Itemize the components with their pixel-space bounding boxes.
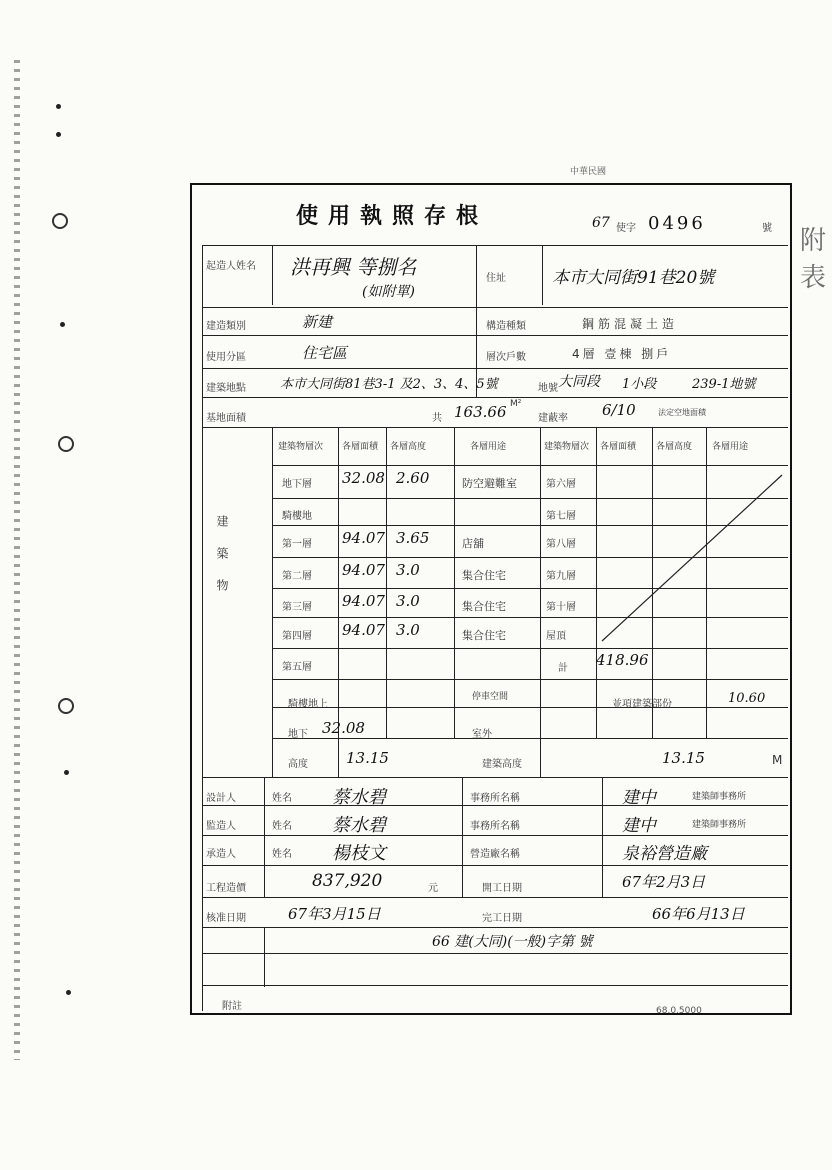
start-label: 開工日期 bbox=[482, 883, 522, 894]
floor-name: 騎樓地 bbox=[282, 511, 312, 522]
floor-use: 集合住宅 bbox=[462, 569, 506, 582]
floor-name: 第一層 bbox=[282, 539, 312, 550]
person-role: 設計人 bbox=[206, 793, 236, 804]
floor-height: 3.0 bbox=[396, 621, 420, 639]
structure: 鋼筋混凝土造 bbox=[582, 317, 679, 331]
binding-dot bbox=[56, 104, 61, 109]
building-height: 13.15 bbox=[662, 749, 705, 767]
binding-hole bbox=[58, 698, 74, 714]
binding-dot bbox=[56, 132, 61, 137]
void-stroke bbox=[592, 465, 788, 645]
floor-name-right: 第六層 bbox=[546, 479, 576, 490]
underground-area: 32.08 bbox=[322, 719, 365, 737]
top-stamp: 中華民國 bbox=[570, 167, 607, 177]
area-header: 各層面積 bbox=[342, 442, 379, 452]
scan-edge bbox=[14, 60, 20, 1060]
floor-name-right: 屋頂 bbox=[546, 631, 566, 642]
floor-name-right: 第九層 bbox=[546, 571, 576, 582]
floor-use: 店舖 bbox=[462, 537, 484, 550]
address-label: 住址 bbox=[486, 273, 506, 284]
person-name-label: 姓名 bbox=[272, 793, 292, 804]
height-value: 13.15 bbox=[346, 749, 389, 767]
binding-dot bbox=[60, 322, 65, 327]
floor-header: 建築物層次 bbox=[278, 442, 324, 452]
floor-area: 94.07 bbox=[342, 592, 385, 610]
area-header-right: 各層面積 bbox=[600, 442, 637, 452]
person-role: 承造人 bbox=[206, 849, 236, 860]
area-label: 基地面積 bbox=[206, 413, 246, 424]
floor-name: 第二層 bbox=[282, 571, 312, 582]
total-label: 計 bbox=[558, 663, 568, 674]
floor-use: 集合住宅 bbox=[462, 600, 506, 613]
binding-hole bbox=[58, 436, 74, 452]
floor-use: 防空避難室 bbox=[462, 477, 517, 490]
site-label: 建築地點 bbox=[206, 383, 246, 394]
permit-form bbox=[190, 183, 792, 1015]
applicant-address: 本市大同街91巷20號 bbox=[552, 268, 715, 288]
floor-height: 3.0 bbox=[396, 592, 420, 610]
height-unit: M bbox=[772, 753, 783, 767]
height-label: 高度 bbox=[288, 759, 308, 770]
margin-text: 附 表 bbox=[800, 226, 827, 293]
legal-open-area-label: 法定空地面積 bbox=[658, 408, 706, 417]
person-name: 蔡水碧 bbox=[332, 815, 386, 836]
total-area: 418.96 bbox=[596, 651, 649, 669]
permit-suffix: 號 bbox=[762, 223, 772, 234]
floor-area: 94.07 bbox=[342, 621, 385, 639]
outdoor-label: 室外 bbox=[472, 729, 492, 740]
complete-label: 完工日期 bbox=[482, 913, 522, 924]
use-header-right: 各層用途 bbox=[712, 442, 749, 452]
office-name: 建中 bbox=[622, 788, 656, 808]
person-role: 監造人 bbox=[206, 821, 236, 832]
outside-area: 10.60 bbox=[728, 691, 766, 706]
license-line: 66 建(大同)(一般)字第 號 bbox=[432, 934, 593, 950]
person-name: 蔡水碧 bbox=[332, 787, 386, 808]
structure-label: 構造種類 bbox=[486, 321, 526, 332]
permit-number: 0496 bbox=[648, 213, 706, 234]
office-label: 營造廠名稱 bbox=[470, 849, 520, 860]
parking-label: 停車空間 bbox=[472, 692, 509, 702]
height-header: 各層高度 bbox=[390, 442, 427, 452]
building-type: 新建 bbox=[302, 313, 333, 331]
site-area: 163.66 bbox=[454, 403, 507, 421]
cost: 837,920 bbox=[312, 871, 383, 891]
floor-name-right: 第十層 bbox=[546, 602, 576, 613]
permit-year: 67 bbox=[592, 215, 610, 231]
floor-height: 3.65 bbox=[396, 529, 430, 547]
cost-unit: 元 bbox=[428, 883, 438, 894]
form-title: 使用執照存根 bbox=[296, 203, 489, 229]
floor-header-right: 建築物層次 bbox=[544, 442, 590, 452]
coverage: 6/10 bbox=[602, 401, 636, 419]
use-zone: 住宅區 bbox=[302, 344, 348, 362]
applicant-name: 洪再興 等捌名 bbox=[290, 255, 417, 279]
floor-name: 第四層 bbox=[282, 631, 312, 642]
floor-name-right: 第八層 bbox=[546, 539, 576, 550]
floor-height: 2.60 bbox=[396, 469, 430, 487]
person-name: 楊枝文 bbox=[332, 843, 386, 864]
floor-area: 94.07 bbox=[342, 561, 385, 579]
exempt-label: 騎樓地上 bbox=[288, 699, 328, 710]
applicant-note: (如附單) bbox=[362, 284, 415, 300]
permit-date-label: 核准日期 bbox=[206, 913, 246, 924]
area-unit-label: 共 bbox=[432, 413, 442, 424]
cost-label: 工程造價 bbox=[206, 883, 246, 894]
binding-dot bbox=[66, 990, 71, 995]
start-date: 67年2月3日 bbox=[622, 873, 706, 891]
person-name-label: 姓名 bbox=[272, 849, 292, 860]
binding-dot bbox=[64, 770, 69, 775]
floor-area: 32.08 bbox=[342, 469, 385, 487]
lot-number: 239-1地號 bbox=[692, 377, 756, 392]
binding-hole bbox=[52, 213, 68, 229]
office-label: 事務所名稱 bbox=[470, 793, 520, 804]
office-name: 泉裕營造廠 bbox=[622, 844, 707, 864]
height-header-right: 各層高度 bbox=[656, 442, 693, 452]
office-label: 事務所名稱 bbox=[470, 821, 520, 832]
office-suffix: 建築師事務所 bbox=[692, 820, 747, 830]
building-height-label: 建築高度 bbox=[482, 759, 522, 770]
subsection: 1小段 bbox=[622, 377, 657, 392]
use-label: 使用分區 bbox=[206, 352, 246, 363]
district: 大同段 bbox=[558, 374, 600, 390]
applicant-label: 起造人姓名 bbox=[206, 261, 256, 272]
households-label: 層次戶數 bbox=[486, 352, 526, 363]
office-name: 建中 bbox=[622, 816, 656, 836]
households: 4層 壹棟 捌戶 bbox=[572, 347, 672, 361]
site: 本市大同街81巷3-1 及2、3、4、5號 bbox=[280, 377, 498, 392]
coverage-label: 建蔽率 bbox=[538, 413, 568, 424]
complete-date: 66年6月13日 bbox=[652, 905, 745, 923]
floor-name: 第三層 bbox=[282, 602, 312, 613]
floors-section-label: 建築物 bbox=[215, 515, 229, 611]
lot-label: 地號 bbox=[538, 383, 558, 394]
floor-area: 94.07 bbox=[342, 529, 385, 547]
office-suffix: 建築師事務所 bbox=[692, 792, 747, 802]
remarks-label: 附註 bbox=[222, 1001, 242, 1012]
type-label: 建造類別 bbox=[206, 321, 246, 332]
floor-use: 集合住宅 bbox=[462, 629, 506, 642]
footer-stamp: 68.0.5000 bbox=[656, 1006, 702, 1016]
floor-name: 第五層 bbox=[282, 662, 312, 673]
floor-height: 3.0 bbox=[396, 561, 420, 579]
use-header: 各層用途 bbox=[470, 442, 507, 452]
underground-label: 地下 bbox=[288, 729, 308, 740]
floor-name-right: 第七層 bbox=[546, 511, 576, 522]
outside-label: 並項建築部份 bbox=[612, 699, 672, 710]
permit-prefix: 使字 bbox=[616, 223, 636, 234]
area-unit: M² bbox=[510, 399, 522, 409]
permit-date: 67年3月15日 bbox=[288, 905, 381, 923]
person-name-label: 姓名 bbox=[272, 821, 292, 832]
floor-name: 地下層 bbox=[282, 479, 312, 490]
